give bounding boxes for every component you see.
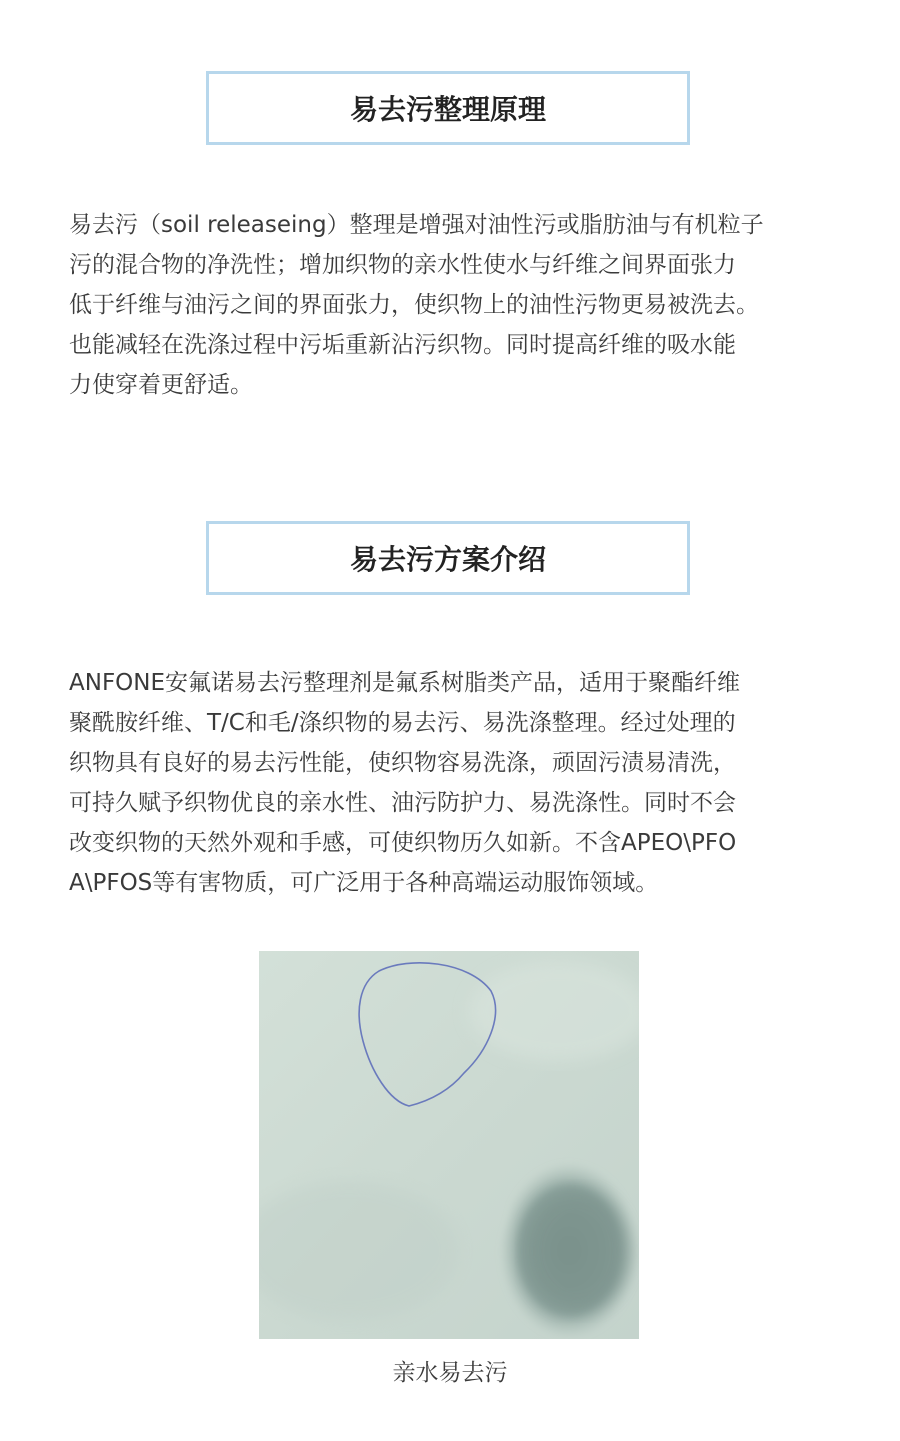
solution-paragraph	[69, 663, 841, 903]
paragraph-line: 易去污（soil releaseing）整理是增强对油性污或脂肪油与有机粒子	[69, 212, 764, 238]
paragraph-line: 力使穿着更舒适。	[69, 372, 253, 398]
paragraph-line: 低于纤维与油污之间的界面张力，使织物上的油性污物更易被洗去。	[69, 292, 759, 318]
section-title-solution	[206, 521, 690, 595]
water-stain-core	[525, 1191, 629, 1311]
paragraph-line: 可持久赋予织物优良的亲水性、油污防护力、易洗涤性。同时不会	[69, 790, 736, 816]
figure-caption: 亲水易去污	[392, 1360, 508, 1386]
section-title-text: 易去污整理原理	[349, 93, 546, 126]
paragraph-line: 改变织物的天然外观和手感，可使织物历久如新。不含APEO\PFO	[69, 830, 737, 856]
paragraph-line: 织物具有良好的易去污性能，使织物容易洗涤，顽固污渍易清洗，	[69, 750, 736, 776]
section-title-text: 易去污方案介绍	[349, 543, 546, 576]
paragraph-line: 也能减轻在洗涤过程中污垢重新沾污织物。同时提高纤维的吸水能	[69, 332, 736, 358]
paragraph-line: 污的混合物的净洗性；增加织物的亲水性使水与纤维之间界面张力	[69, 252, 736, 278]
section-title-principle	[206, 71, 690, 145]
paragraph-line: A\PFOS等有害物质，可广泛用于各种高端运动服饰领域。	[69, 870, 659, 896]
paragraph-line: ANFONE安氟诺易去污整理剂是氟系树脂类产品，适用于聚酯纤维	[69, 670, 741, 696]
fabric-photo	[259, 951, 639, 1339]
principle-paragraph	[69, 205, 841, 405]
paragraph-line: 聚酰胺纤维、T/C和毛/涤织物的易去污、易洗涤整理。经过处理的	[69, 710, 736, 736]
